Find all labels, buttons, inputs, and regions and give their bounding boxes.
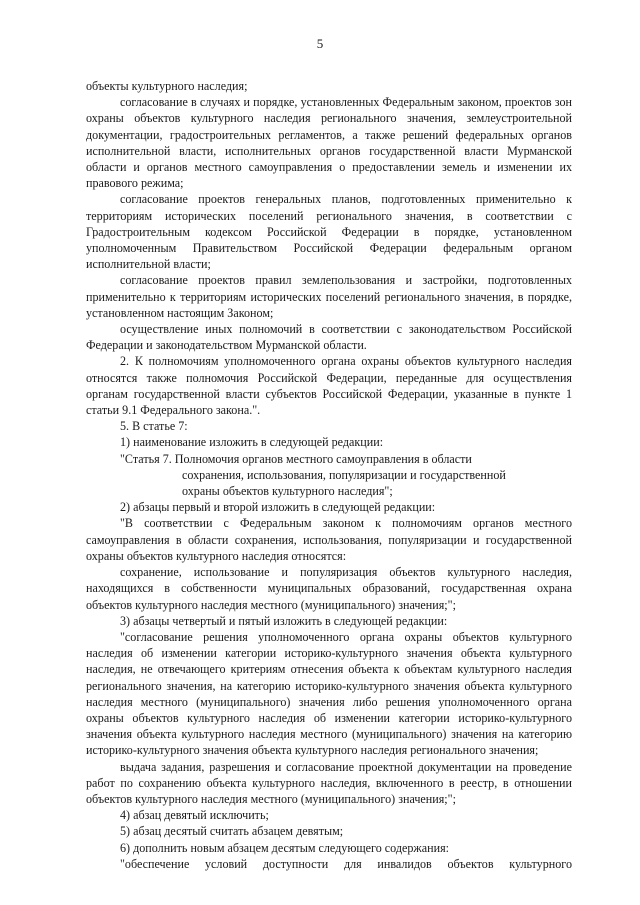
paragraph: "обеспечение условий доступности для инвалидов объектов культурного <box>120 856 572 871</box>
paragraph: 1) наименование изложить в следующей редакции: <box>120 435 384 450</box>
paragraph: согласование проектов генеральных планов, подготовленных применительно к территориям исторических поселений регионального значения, в соответствии с Градостроительным кодексом Российской Федерации в порядке, установленном уполномоченным Правительством Российской Федерации федеральным органом исполнительной власти; <box>86 192 572 272</box>
article-heading-line: "Статья 7. Полномочия органов местного самоуправления в области <box>120 451 472 466</box>
paragraph: "В соответствии с Федеральным законом к полномочиям органов местного самоуправления в области сохранения, использования, популяризации и государственной охраны объектов культурного наследия относятся: <box>86 516 572 563</box>
paragraph: согласование проектов правил землепользования и застройки, подготовленных применительно к территориям исторических поселений регионального значения, в порядке, установленном настоящим Законом; <box>86 273 572 320</box>
paragraph: согласование в случаях и порядке, установленных Федеральным законом, проектов зон охраны объектов культурного наследия регионального значения, землеустроительной документации, градостроительных регламентов, а также решений федеральных органов исполнительной власти, исполнительных органов государственной власти Мурманской области и органов местного самоуправления о предоставлении земель и изменении их правового режима; <box>86 95 572 191</box>
paragraph: 2) абзацы первый и второй изложить в следующей редакции: <box>120 500 436 515</box>
article-heading-line: охраны объектов культурного наследия"; <box>182 484 393 499</box>
document-body <box>86 78 572 872</box>
paragraph: "согласование решения уполномоченного органа охраны объектов культурного наследия об изменении категории историко-культурного значения объекта культурного наследия, не отвечающего критериям отнесения объекта к объектам культурного наследия регионального значения, на категорию историко-культурного значения объекта культурного наследия местного (муниципального) значения либо решения уполномоченного органа охраны объектов культурного наследия об изменении категории историко-культурного значения объекта культурного наследия местного (муниципального) значения на категорию историко-культурного значения объекта культурного наследия регионального значения; <box>86 629 572 758</box>
paragraph: 5. В статье 7: <box>120 419 188 434</box>
paragraph: 4) абзац девятый исключить; <box>120 808 269 823</box>
paragraph: осуществление иных полномочий в соответствии с законодательством Российской Федерации и законодательством Мурманской области. <box>86 322 572 353</box>
paragraph: 5) абзац десятый считать абзацем девятым; <box>120 824 344 839</box>
paragraph: выдача задания, разрешения и согласование проектной документации на проведение работ по сохранению объекта культурного наследия, включенного в реестр, в отношении объектов культурного наследия местного (муниципального) значения;"; <box>86 759 572 806</box>
paragraph: 6) дополнить новым абзацем десятым следующего содержания: <box>120 840 449 855</box>
article-heading-line: сохранения, использования, популяризации и государственной <box>182 467 506 482</box>
paragraph: сохранение, использование и популяризация объектов культурного наследия, находящихся в собственности муниципальных образований, государственная охрана объектов культурного наследия местного (муниципального) значения;"; <box>86 565 572 612</box>
paragraph: 2. К полномочиям уполномоченного органа охраны объектов культурного наследия относятся также полномочия Российской Федерации, переданные для осуществления органам государственной власти субъектов Российской Федерации, указанные в пункте 1 статьи 9.1 Федерального закона.". <box>86 354 572 418</box>
paragraph: объекты культурного наследия; <box>86 79 248 93</box>
paragraph: 3) абзацы четвертый и пятый изложить в следующей редакции: <box>120 613 448 628</box>
page-number: 5 <box>316 36 324 51</box>
